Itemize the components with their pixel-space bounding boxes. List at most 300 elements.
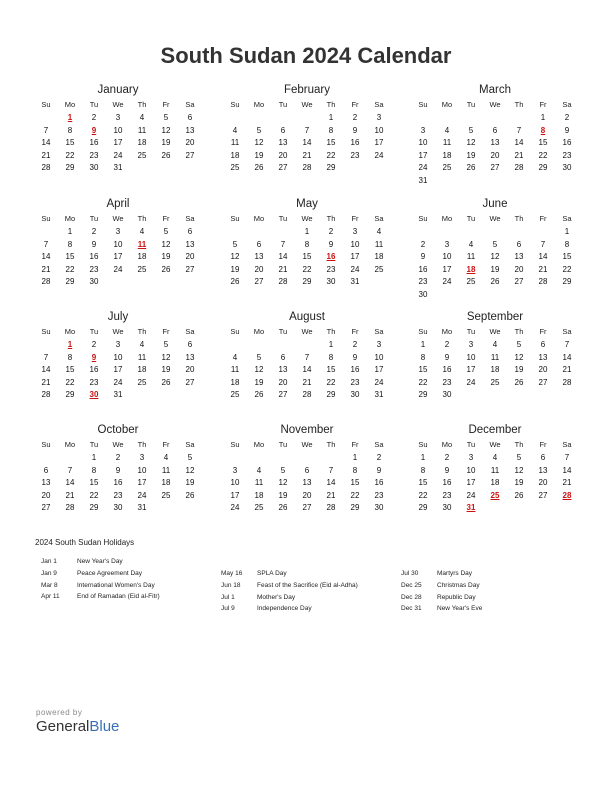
day-cell: 28 (562, 377, 572, 387)
weekday-label: Fr (351, 214, 359, 223)
day-cell: 12 (230, 252, 240, 261)
week-row (411, 389, 579, 402)
month-december (411, 423, 579, 515)
month-april (34, 197, 202, 289)
day-cell: 11 (137, 352, 147, 362)
holiday-name: Mother's Day (257, 593, 296, 601)
day-cell: 16 (326, 252, 336, 261)
day-cell: 27 (490, 163, 500, 172)
day-cell: 25 (230, 163, 240, 172)
week-row (34, 276, 202, 289)
weekday-label: Th (137, 440, 147, 449)
day-cell: 22 (89, 490, 99, 500)
day-cell: 2 (91, 227, 97, 236)
day-cell: 30 (89, 277, 99, 286)
month-september (411, 310, 579, 402)
day-cell: 31 (466, 503, 476, 512)
day-cell: 7 (516, 125, 522, 135)
day-cell: 11 (137, 239, 147, 249)
day-cell (435, 226, 459, 239)
weekday-label: Tu (278, 214, 288, 223)
day-cell: 21 (538, 264, 548, 274)
holiday-date: Dec 31 (401, 605, 422, 613)
week-row (223, 490, 391, 503)
weekday-label: Tu (466, 327, 476, 336)
weekday-label: Tu (89, 214, 99, 223)
day-cell: 17 (113, 365, 123, 374)
week-row (411, 352, 579, 365)
day-cell: 13 (302, 478, 312, 487)
day-cell: 10 (442, 252, 452, 261)
weekday-label: Sa (185, 100, 195, 109)
week-row (34, 125, 202, 138)
week-row (34, 377, 202, 390)
day-cell: 12 (514, 352, 524, 362)
day-cell: 8 (67, 239, 73, 249)
week-row (411, 289, 579, 302)
weekday-label: We (301, 440, 313, 449)
day-cell: 5 (163, 340, 169, 349)
weekday-label: Mo (253, 100, 265, 109)
weekday-label: Th (326, 327, 336, 336)
day-cell: 15 (65, 365, 75, 374)
month-may (223, 197, 391, 289)
day-cell: 7 (328, 465, 334, 475)
weekday-label: Su (41, 440, 51, 449)
week-row (34, 251, 202, 264)
day-cell (271, 339, 295, 352)
day-cell: 27 (278, 163, 288, 172)
day-cell: 16 (442, 365, 452, 374)
day-cell (130, 162, 154, 175)
week-row (34, 502, 202, 515)
week-row (34, 389, 202, 402)
day-cell (34, 339, 58, 352)
day-cell: 12 (161, 352, 171, 362)
day-cell: 27 (254, 277, 264, 286)
day-cell: 5 (280, 465, 286, 475)
week-row (223, 364, 391, 377)
day-cell: 17 (442, 264, 452, 274)
day-cell (223, 452, 247, 465)
day-cell: 30 (113, 503, 123, 512)
month-name: October (97, 424, 139, 436)
day-cell: 8 (304, 239, 310, 249)
day-cell: 5 (187, 453, 193, 462)
day-cell: 30 (326, 277, 336, 286)
day-cell: 31 (113, 163, 123, 172)
month-february (223, 83, 391, 175)
day-cell (247, 112, 271, 125)
day-cell: 12 (278, 478, 288, 487)
day-cell: 4 (492, 340, 498, 349)
week-row (34, 352, 202, 365)
weekday-header (411, 214, 579, 226)
weekday-label: Sa (374, 440, 384, 449)
day-cell: 16 (113, 478, 123, 487)
week-row (411, 377, 579, 390)
week-row (411, 112, 579, 125)
day-cell: 17 (113, 252, 123, 261)
holiday-name: Feast of the Sacrifice (Eid al-Adha) (257, 581, 358, 589)
weekday-label: We (112, 440, 124, 449)
weekday-label: Fr (539, 327, 547, 336)
day-cell: 30 (442, 390, 452, 399)
holiday-date: Jul 9 (221, 605, 235, 613)
day-cell: 28 (302, 163, 312, 172)
day-cell (154, 276, 178, 289)
weekday-label: Mo (64, 214, 76, 223)
day-cell (271, 112, 295, 125)
day-cell: 6 (187, 113, 193, 122)
day-cell: 21 (41, 377, 51, 387)
day-cell: 19 (514, 365, 524, 374)
day-cell (411, 112, 435, 125)
holiday-row (401, 582, 482, 594)
day-cell: 19 (161, 138, 171, 147)
holiday-row (221, 605, 358, 617)
day-cell: 3 (352, 227, 358, 236)
day-cell: 29 (89, 503, 99, 512)
holiday-column (41, 558, 160, 605)
day-cell: 26 (161, 264, 171, 274)
day-cell (435, 289, 459, 302)
weekday-label: Sa (185, 440, 195, 449)
day-cell: 19 (490, 264, 500, 274)
day-cell: 15 (538, 138, 548, 147)
day-cell (531, 389, 555, 402)
day-cell: 29 (326, 390, 336, 399)
day-cell: 24 (374, 377, 384, 387)
day-cell (295, 452, 319, 465)
weekday-label: We (301, 327, 313, 336)
weekday-label: Sa (185, 327, 195, 336)
day-cell: 8 (91, 465, 97, 475)
day-cell: 24 (418, 163, 428, 172)
week-row (34, 137, 202, 150)
day-cell (555, 289, 579, 302)
day-cell: 13 (278, 138, 288, 147)
day-cell (507, 502, 531, 515)
week-row (411, 175, 579, 188)
day-cell: 2 (564, 113, 570, 122)
day-cell: 7 (304, 352, 310, 362)
month-name: November (280, 424, 334, 436)
day-cell: 16 (350, 138, 360, 147)
day-cell: 27 (278, 390, 288, 399)
weekday-label: Mo (253, 214, 265, 223)
week-row (411, 465, 579, 478)
day-cell: 4 (163, 453, 169, 462)
weekday-label: Sa (374, 214, 384, 223)
day-cell: 27 (185, 377, 195, 387)
weekday-label: Th (514, 214, 524, 223)
holiday-date: Jul 30 (401, 570, 419, 577)
day-cell (34, 226, 58, 239)
weekday-label: Fr (162, 214, 170, 223)
day-cell: 7 (43, 125, 49, 135)
day-cell: 9 (91, 239, 97, 249)
day-cell (531, 226, 555, 239)
holiday-name: International Women's Day (77, 581, 155, 589)
holiday-date: Jan 9 (41, 569, 57, 577)
day-cell: 16 (562, 138, 572, 147)
week-row (34, 364, 202, 377)
holiday-name: End of Ramadan (Eid al-Fitr) (77, 593, 160, 601)
day-cell: 15 (65, 252, 75, 261)
weekday-label: Mo (64, 327, 76, 336)
day-cell: 21 (302, 377, 312, 387)
day-cell: 29 (418, 390, 428, 399)
day-cell: 23 (350, 150, 360, 160)
day-cell: 6 (43, 465, 49, 475)
day-cell: 15 (65, 138, 75, 147)
week-row (223, 339, 391, 352)
day-cell: 20 (538, 478, 548, 487)
day-cell (247, 339, 271, 352)
day-cell (483, 112, 507, 125)
day-cell (459, 226, 483, 239)
day-cell: 8 (328, 352, 334, 362)
day-cell: 11 (490, 352, 500, 362)
day-cell: 29 (350, 503, 360, 512)
day-cell: 22 (418, 377, 428, 387)
week-row (34, 226, 202, 239)
holiday-name: New Year's Day (77, 558, 123, 565)
day-cell: 10 (374, 125, 384, 135)
day-cell: 7 (67, 465, 73, 475)
day-cell: 5 (256, 352, 262, 362)
weekday-label: Th (514, 327, 524, 336)
day-cell: 30 (89, 390, 99, 399)
weekday-label: Su (230, 214, 240, 223)
day-cell: 5 (256, 125, 262, 135)
month-name: August (289, 311, 325, 323)
day-cell: 13 (185, 239, 195, 249)
day-cell: 11 (442, 138, 452, 147)
day-cell: 2 (444, 453, 450, 462)
day-cell: 5 (516, 340, 522, 349)
day-cell: 28 (302, 390, 312, 399)
day-cell: 30 (418, 289, 428, 299)
day-cell: 3 (468, 453, 474, 462)
day-cell: 1 (67, 113, 73, 122)
day-cell: 19 (466, 150, 476, 160)
day-cell: 15 (418, 365, 428, 374)
day-cell: 14 (65, 478, 75, 487)
weekday-label: Su (418, 440, 428, 449)
day-cell: 21 (514, 150, 524, 160)
day-cell: 29 (418, 503, 428, 512)
day-cell: 24 (442, 277, 452, 286)
day-cell: 21 (326, 490, 336, 500)
month-march (411, 83, 579, 187)
day-cell: 16 (89, 365, 99, 374)
week-row (223, 352, 391, 365)
day-cell: 1 (328, 340, 334, 349)
holiday-row (221, 582, 358, 594)
holiday-name: Peace Agreement Day (77, 569, 143, 577)
day-cell: 23 (442, 490, 452, 500)
day-cell: 24 (350, 264, 360, 274)
day-cell: 23 (350, 377, 360, 387)
holiday-name: New Year's Eve (437, 605, 483, 613)
day-cell: 16 (418, 264, 428, 274)
day-cell: 28 (41, 277, 51, 286)
weekday-label: Th (514, 440, 524, 449)
day-cell: 7 (540, 239, 546, 249)
day-cell: 1 (328, 113, 334, 122)
weekday-label: Sa (562, 214, 572, 223)
footer (36, 708, 119, 735)
day-cell: 13 (538, 465, 548, 475)
day-cell: 8 (67, 125, 73, 135)
day-cell: 9 (352, 125, 358, 135)
week-row (223, 477, 391, 490)
day-cell: 20 (185, 138, 195, 147)
day-cell: 14 (538, 252, 548, 261)
day-cell: 10 (466, 465, 476, 475)
weekday-label: Tu (89, 100, 99, 109)
week-row (34, 452, 202, 465)
month-august (223, 310, 391, 402)
day-cell: 7 (43, 352, 49, 362)
weekday-label: We (489, 440, 501, 449)
day-cell (531, 502, 555, 515)
day-cell: 16 (89, 138, 99, 147)
weekday-label: We (489, 214, 501, 223)
day-cell (319, 452, 343, 465)
day-cell: 16 (374, 478, 384, 487)
weekday-label: We (489, 100, 501, 109)
day-cell (178, 389, 202, 402)
weekday-label: Th (326, 440, 336, 449)
weekday-header (411, 440, 579, 452)
holiday-date: Dec 28 (401, 593, 422, 601)
holiday-date: Dec 25 (401, 581, 422, 589)
day-cell: 23 (418, 277, 428, 286)
month-name: July (107, 311, 129, 323)
day-cell: 31 (418, 175, 428, 185)
day-cell: 8 (67, 352, 73, 362)
weekday-header (411, 327, 579, 339)
day-cell (34, 452, 58, 465)
day-cell (295, 339, 319, 352)
day-cell: 14 (41, 365, 51, 374)
day-cell: 2 (115, 453, 121, 462)
weekday-header (223, 440, 391, 452)
day-cell: 24 (466, 490, 476, 500)
day-cell: 21 (41, 264, 51, 274)
day-cell (178, 162, 202, 175)
weekday-label: Sa (374, 100, 384, 109)
weekday-label: Su (230, 100, 240, 109)
day-cell: 3 (139, 453, 145, 462)
holiday-column (221, 570, 358, 617)
day-cell: 26 (514, 377, 524, 387)
day-cell: 19 (254, 377, 264, 387)
day-cell: 29 (302, 277, 312, 286)
month-name: June (482, 198, 508, 210)
day-cell: 14 (302, 365, 312, 374)
day-cell: 28 (278, 277, 288, 286)
day-cell: 25 (490, 377, 500, 387)
day-cell: 1 (304, 227, 310, 236)
day-cell: 6 (187, 340, 193, 349)
week-row (34, 477, 202, 490)
weekday-label: Mo (441, 214, 453, 223)
day-cell (367, 276, 391, 289)
day-cell: 3 (115, 113, 121, 122)
holiday-row (221, 594, 358, 606)
brand-blue: Blue (89, 718, 120, 735)
day-cell: 28 (538, 277, 548, 286)
day-cell: 4 (139, 340, 145, 349)
day-cell: 18 (442, 150, 452, 160)
day-cell: 14 (302, 138, 312, 147)
week-row (411, 477, 579, 490)
powered-by-text: powered by (36, 708, 83, 717)
day-cell: 4 (492, 453, 498, 462)
day-cell (223, 339, 247, 352)
day-cell: 2 (352, 113, 358, 122)
holiday-date: May 16 (221, 570, 243, 577)
day-cell: 12 (466, 138, 476, 147)
month-november (223, 423, 391, 515)
day-cell: 19 (161, 252, 171, 261)
week-row (411, 137, 579, 150)
month-name: September (466, 311, 524, 323)
day-cell: 25 (137, 377, 147, 387)
week-row (411, 339, 579, 352)
day-cell: 22 (326, 377, 336, 387)
day-cell: 24 (113, 264, 123, 274)
day-cell: 13 (41, 478, 51, 487)
week-row (411, 490, 579, 503)
day-cell: 19 (278, 490, 288, 500)
day-cell: 2 (444, 340, 450, 349)
week-row (223, 137, 391, 150)
day-cell: 17 (374, 365, 384, 374)
week-row (34, 465, 202, 478)
day-cell: 16 (89, 252, 99, 261)
day-cell: 30 (442, 503, 452, 512)
day-cell: 19 (514, 478, 524, 487)
day-cell: 22 (562, 264, 572, 274)
day-cell: 29 (538, 163, 548, 172)
day-cell: 20 (278, 377, 288, 387)
holiday-date: Jun 18 (221, 581, 241, 589)
weekday-label: Su (418, 214, 428, 223)
day-cell: 4 (139, 113, 145, 122)
day-cell: 4 (256, 465, 262, 475)
day-cell: 19 (230, 264, 240, 274)
day-cell: 14 (326, 478, 336, 487)
day-cell: 11 (374, 239, 384, 249)
day-cell: 2 (91, 113, 97, 122)
day-cell: 5 (163, 227, 169, 236)
month-name: April (106, 198, 130, 210)
week-row (411, 264, 579, 277)
day-cell (483, 175, 507, 188)
day-cell: 29 (562, 277, 572, 286)
day-cell: 11 (230, 365, 240, 374)
weekday-header (34, 440, 202, 452)
day-cell: 27 (538, 490, 548, 500)
day-cell (531, 289, 555, 302)
day-cell: 17 (113, 138, 123, 147)
day-cell: 5 (232, 239, 238, 249)
